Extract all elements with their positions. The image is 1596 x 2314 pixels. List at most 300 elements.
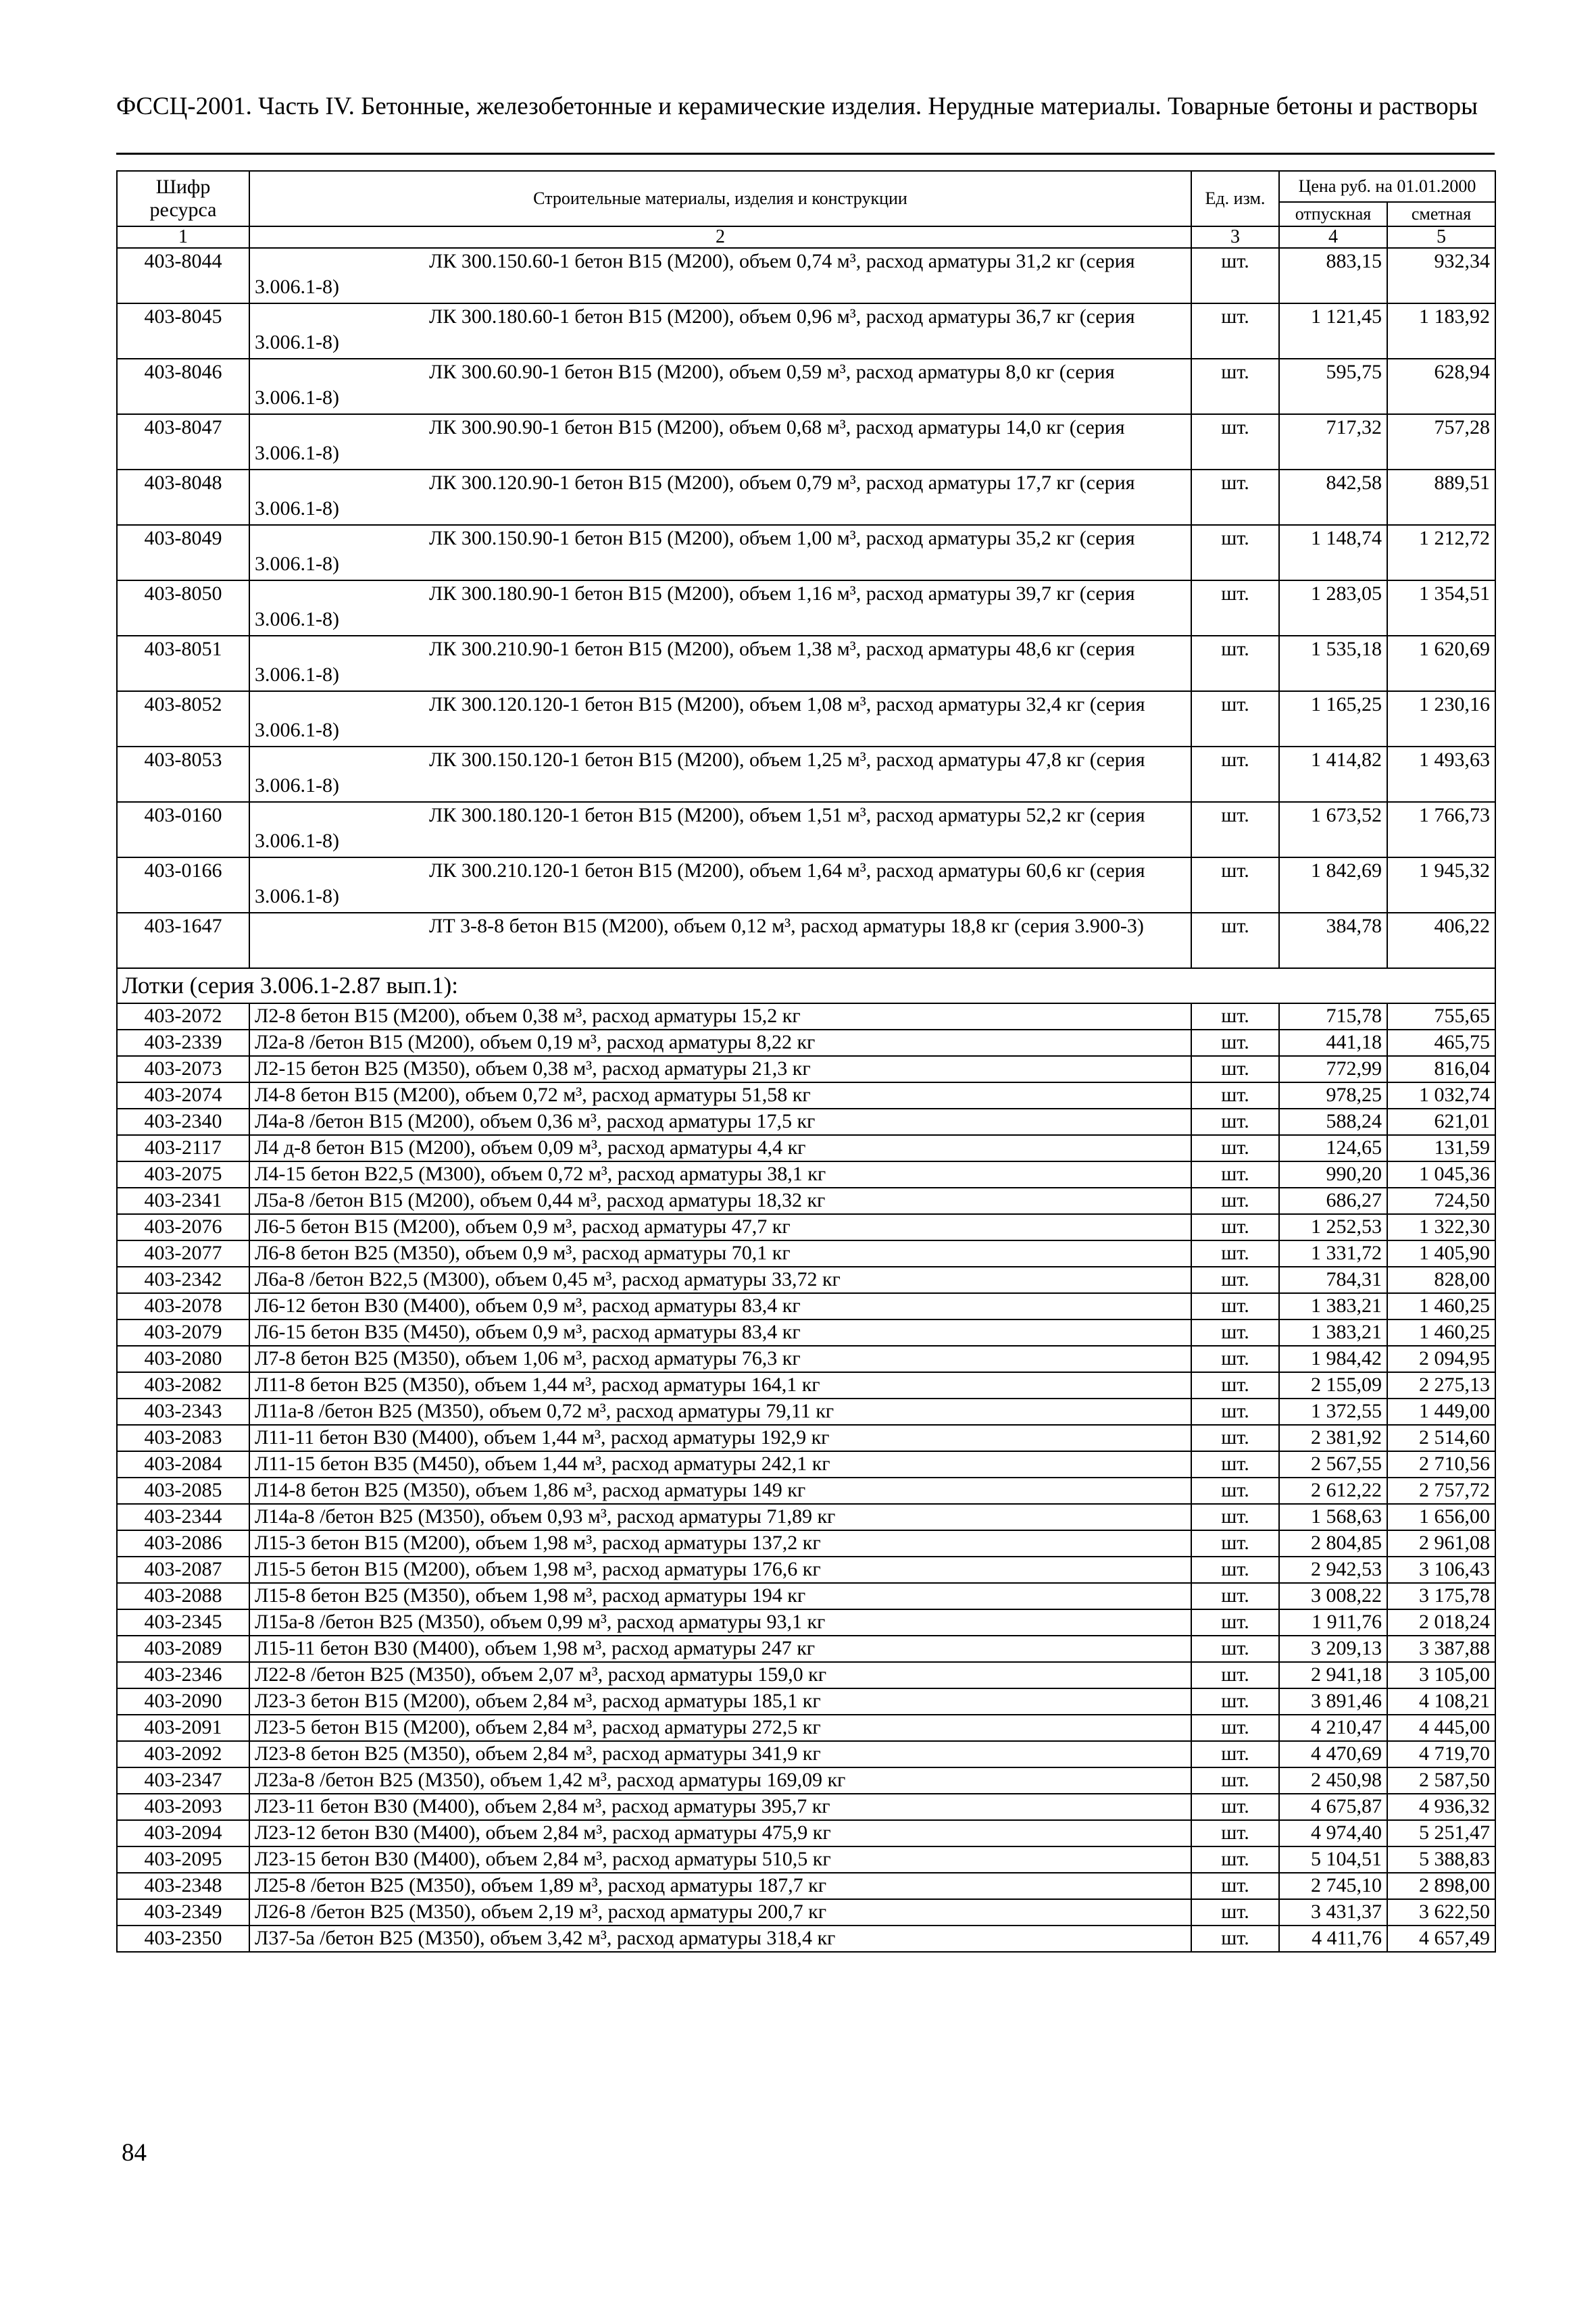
release-price-cell: 1 383,21 bbox=[1279, 1293, 1387, 1319]
column-numbers-row bbox=[117, 226, 1495, 248]
estimate-price-cell: 131,59 bbox=[1387, 1135, 1495, 1161]
table-row bbox=[117, 1557, 1495, 1583]
document-header: ФССЦ-2001. Часть IV. Бетонные, железобетонные и керамические изделия. Нерудные материалы. Товарные бетоны и растворы bbox=[116, 93, 1478, 120]
estimate-price-cell: 4 445,00 bbox=[1387, 1715, 1495, 1741]
table-row bbox=[117, 691, 1495, 747]
column-number: 4 bbox=[1279, 226, 1387, 248]
table-row bbox=[117, 525, 1495, 580]
release-price-cell: 3 891,46 bbox=[1279, 1688, 1387, 1715]
release-price-cell: 715,78 bbox=[1279, 1003, 1387, 1030]
release-price-cell: 2 381,92 bbox=[1279, 1425, 1387, 1451]
header-price: Цена руб. на 01.01.2000 bbox=[1279, 171, 1495, 202]
table-row bbox=[117, 1346, 1495, 1372]
estimate-price-cell: 3 175,78 bbox=[1387, 1583, 1495, 1609]
table-row bbox=[117, 1530, 1495, 1557]
unit-cell: шт. bbox=[1191, 1056, 1279, 1082]
unit-cell: шт. bbox=[1191, 1161, 1279, 1188]
resource-code-cell: 403-2347 bbox=[117, 1767, 249, 1794]
table-row bbox=[117, 1319, 1495, 1346]
release-price-cell: 1 121,45 bbox=[1279, 303, 1387, 359]
estimate-price-cell: 1 354,51 bbox=[1387, 580, 1495, 636]
table-row bbox=[117, 802, 1495, 857]
table-row bbox=[117, 414, 1495, 470]
resource-code-cell: 403-8044 bbox=[117, 248, 249, 303]
release-price-cell: 4 675,87 bbox=[1279, 1794, 1387, 1820]
estimate-price-cell: 1 230,16 bbox=[1387, 691, 1495, 747]
estimate-price-cell: 1 322,30 bbox=[1387, 1214, 1495, 1240]
table-row bbox=[117, 1741, 1495, 1767]
estimate-price-cell: 816,04 bbox=[1387, 1056, 1495, 1082]
table-row bbox=[117, 1451, 1495, 1478]
material-name-cell: Л14а-8 /бетон В25 (М350), объем 0,93 м³, расход арматуры 71,89 кг bbox=[249, 1504, 1191, 1530]
release-price-cell: 842,58 bbox=[1279, 470, 1387, 525]
estimate-price-cell: 4 108,21 bbox=[1387, 1688, 1495, 1715]
resource-code-cell: 403-8047 bbox=[117, 414, 249, 470]
table-body-top bbox=[117, 248, 1495, 968]
header-price-release: отпускная bbox=[1279, 202, 1387, 226]
table-row bbox=[117, 747, 1495, 802]
unit-cell: шт. bbox=[1191, 1557, 1279, 1583]
release-price-cell: 2 942,53 bbox=[1279, 1557, 1387, 1583]
unit-cell: шт. bbox=[1191, 913, 1279, 968]
estimate-price-cell: 3 105,00 bbox=[1387, 1662, 1495, 1688]
release-price-cell: 2 941,18 bbox=[1279, 1662, 1387, 1688]
resource-code-cell: 403-8048 bbox=[117, 470, 249, 525]
table-row bbox=[117, 1030, 1495, 1056]
estimate-price-cell: 757,28 bbox=[1387, 414, 1495, 470]
unit-cell: шт. bbox=[1191, 1425, 1279, 1451]
material-name-cell: Л15-3 бетон В15 (М200), объем 1,98 м³, расход арматуры 137,2 кг bbox=[249, 1530, 1191, 1557]
table-row bbox=[117, 1899, 1495, 1926]
estimate-price-cell: 755,65 bbox=[1387, 1003, 1495, 1030]
table-row bbox=[117, 1794, 1495, 1820]
resource-code-cell: 403-2085 bbox=[117, 1478, 249, 1504]
table-row bbox=[117, 359, 1495, 414]
material-name-cell: Л11-8 бетон В25 (М350), объем 1,44 м³, расход арматуры 164,1 кг bbox=[249, 1372, 1191, 1399]
material-name-cell: ЛК 300.210.120-1 бетон В15 (М200), объем 1,64 м³, расход арматуры 60,6 кг (серия 3.006.1-8) bbox=[249, 857, 1191, 913]
resource-code-cell: 403-2350 bbox=[117, 1926, 249, 1952]
release-price-cell: 1 283,05 bbox=[1279, 580, 1387, 636]
table-row bbox=[117, 1188, 1495, 1214]
estimate-price-cell: 1 656,00 bbox=[1387, 1504, 1495, 1530]
release-price-cell: 1 252,53 bbox=[1279, 1214, 1387, 1240]
unit-cell: шт. bbox=[1191, 1188, 1279, 1214]
release-price-cell: 1 331,72 bbox=[1279, 1240, 1387, 1267]
estimate-price-cell: 1 460,25 bbox=[1387, 1319, 1495, 1346]
table-row bbox=[117, 1767, 1495, 1794]
estimate-price-cell: 4 719,70 bbox=[1387, 1741, 1495, 1767]
table-row bbox=[117, 913, 1495, 968]
estimate-price-cell: 2 710,56 bbox=[1387, 1451, 1495, 1478]
resource-code-cell: 403-8051 bbox=[117, 636, 249, 691]
estimate-price-cell: 1 620,69 bbox=[1387, 636, 1495, 691]
estimate-price-cell: 2 094,95 bbox=[1387, 1346, 1495, 1372]
table-row bbox=[117, 1399, 1495, 1425]
table-row bbox=[117, 1688, 1495, 1715]
estimate-price-cell: 1 449,00 bbox=[1387, 1399, 1495, 1425]
material-name-cell: Л15-8 бетон В25 (М350), объем 1,98 м³, расход арматуры 194 кг bbox=[249, 1583, 1191, 1609]
material-name-cell: Л15а-8 /бетон В25 (М350), объем 0,99 м³, расход арматуры 93,1 кг bbox=[249, 1609, 1191, 1636]
price-table bbox=[116, 170, 1496, 1953]
table-row bbox=[117, 1109, 1495, 1135]
estimate-price-cell: 465,75 bbox=[1387, 1030, 1495, 1056]
table-row bbox=[117, 1056, 1495, 1082]
header-rule bbox=[116, 153, 1495, 155]
table-row bbox=[117, 470, 1495, 525]
release-price-cell: 1 372,55 bbox=[1279, 1399, 1387, 1425]
resource-code-cell: 403-8053 bbox=[117, 747, 249, 802]
release-price-cell: 978,25 bbox=[1279, 1082, 1387, 1109]
resource-code-cell: 403-2348 bbox=[117, 1873, 249, 1899]
section-title: Лотки (серия 3.006.1-2.87 вып.1): bbox=[117, 968, 1495, 1003]
unit-cell: шт. bbox=[1191, 1583, 1279, 1609]
release-price-cell: 4 974,40 bbox=[1279, 1820, 1387, 1846]
unit-cell: шт. bbox=[1191, 747, 1279, 802]
material-name-cell: Л23-3 бетон В15 (М200), объем 2,84 м³, расход арматуры 185,1 кг bbox=[249, 1688, 1191, 1715]
resource-code-cell: 403-8049 bbox=[117, 525, 249, 580]
estimate-price-cell: 5 251,47 bbox=[1387, 1820, 1495, 1846]
table-row bbox=[117, 1082, 1495, 1109]
material-name-cell: ЛК 300.180.90-1 бетон В15 (М200), объем 1,16 м³, расход арматуры 39,7 кг (серия 3.006.1-8) bbox=[249, 580, 1191, 636]
material-name-cell: ЛК 300.210.90-1 бетон В15 (М200), объем 1,38 м³, расход арматуры 48,6 кг (серия 3.006.1-8) bbox=[249, 636, 1191, 691]
table-row bbox=[117, 580, 1495, 636]
unit-cell: шт. bbox=[1191, 1267, 1279, 1293]
material-name-cell: Л37-5а /бетон В25 (М350), объем 3,42 м³, расход арматуры 318,4 кг bbox=[249, 1926, 1191, 1952]
resource-code-cell: 403-2094 bbox=[117, 1820, 249, 1846]
material-name-cell: ЛК 300.120.120-1 бетон В15 (М200), объем 1,08 м³, расход арматуры 32,4 кг (серия 3.006.1-8) bbox=[249, 691, 1191, 747]
resource-code-cell: 403-2344 bbox=[117, 1504, 249, 1530]
material-name-cell: Л6-8 бетон В25 (М350), объем 0,9 м³, расход арматуры 70,1 кг bbox=[249, 1240, 1191, 1267]
release-price-cell: 441,18 bbox=[1279, 1030, 1387, 1056]
material-name-cell: Л4а-8 /бетон В15 (М200), объем 0,36 м³, расход арматуры 17,5 кг bbox=[249, 1109, 1191, 1135]
table-body-bottom bbox=[117, 1003, 1495, 1952]
table-row bbox=[117, 1662, 1495, 1688]
release-price-cell: 1 165,25 bbox=[1279, 691, 1387, 747]
release-price-cell: 595,75 bbox=[1279, 359, 1387, 414]
unit-cell: шт. bbox=[1191, 691, 1279, 747]
material-name-cell: ЛК 300.180.60-1 бетон В15 (М200), объем 0,96 м³, расход арматуры 36,7 кг (серия 3.006.1-8) bbox=[249, 303, 1191, 359]
unit-cell: шт. bbox=[1191, 1820, 1279, 1846]
resource-code-cell: 403-2342 bbox=[117, 1267, 249, 1293]
resource-code-cell: 403-2077 bbox=[117, 1240, 249, 1267]
material-name-cell: ЛК 300.150.60-1 бетон В15 (М200), объем 0,74 м³, расход арматуры 31,2 кг (серия 3.006.1-8) bbox=[249, 248, 1191, 303]
material-name-cell: ЛК 300.150.90-1 бетон В15 (М200), объем 1,00 м³, расход арматуры 35,2 кг (серия 3.006.1-8) bbox=[249, 525, 1191, 580]
material-name-cell: Л11-15 бетон В35 (М450), объем 1,44 м³, расход арматуры 242,1 кг bbox=[249, 1451, 1191, 1478]
resource-code-cell: 403-2093 bbox=[117, 1794, 249, 1820]
release-price-cell: 1 984,42 bbox=[1279, 1346, 1387, 1372]
resource-code-cell: 403-2082 bbox=[117, 1372, 249, 1399]
release-price-cell: 717,32 bbox=[1279, 414, 1387, 470]
estimate-price-cell: 3 387,88 bbox=[1387, 1636, 1495, 1662]
table-header bbox=[117, 171, 1495, 248]
material-name-cell: Л14-8 бетон В25 (М350), объем 1,86 м³, расход арматуры 149 кг bbox=[249, 1478, 1191, 1504]
unit-cell: шт. bbox=[1191, 1478, 1279, 1504]
header-code: Шифр ресурса bbox=[117, 171, 249, 226]
section-body bbox=[117, 968, 1495, 1003]
table-row bbox=[117, 1267, 1495, 1293]
estimate-price-cell: 621,01 bbox=[1387, 1109, 1495, 1135]
unit-cell: шт. bbox=[1191, 1240, 1279, 1267]
unit-cell: шт. bbox=[1191, 1530, 1279, 1557]
resource-code-cell: 403-2345 bbox=[117, 1609, 249, 1636]
unit-cell: шт. bbox=[1191, 1399, 1279, 1425]
header-name: Строительные материалы, изделия и конструкции bbox=[249, 171, 1191, 226]
resource-code-cell: 403-8045 bbox=[117, 303, 249, 359]
material-name-cell: Л23а-8 /бетон В25 (М350), объем 1,42 м³, расход арматуры 169,09 кг bbox=[249, 1767, 1191, 1794]
material-name-cell: Л23-15 бетон В30 (М400), объем 2,84 м³, расход арматуры 510,5 кг bbox=[249, 1846, 1191, 1873]
table-row bbox=[117, 1504, 1495, 1530]
release-price-cell: 588,24 bbox=[1279, 1109, 1387, 1135]
material-name-cell: Л11а-8 /бетон В25 (М350), объем 0,72 м³, расход арматуры 79,11 кг bbox=[249, 1399, 1191, 1425]
material-name-cell: ЛК 300.60.90-1 бетон В15 (М200), объем 0,59 м³, расход арматуры 8,0 кг (серия 3.006.1-8) bbox=[249, 359, 1191, 414]
unit-cell: шт. bbox=[1191, 1609, 1279, 1636]
material-name-cell: ЛК 300.150.120-1 бетон В15 (М200), объем 1,25 м³, расход арматуры 47,8 кг (серия 3.006.1-8) bbox=[249, 747, 1191, 802]
table-row bbox=[117, 1293, 1495, 1319]
page-number: 84 bbox=[122, 2139, 147, 2167]
header-unit: Ед. изм. bbox=[1191, 171, 1279, 226]
table-row bbox=[117, 1715, 1495, 1741]
table-row bbox=[117, 1609, 1495, 1636]
release-price-cell: 772,99 bbox=[1279, 1056, 1387, 1082]
column-number: 1 bbox=[117, 226, 249, 248]
resource-code-cell: 403-2095 bbox=[117, 1846, 249, 1873]
material-name-cell: Л11-11 бетон В30 (М400), объем 1,44 м³, расход арматуры 192,9 кг bbox=[249, 1425, 1191, 1451]
unit-cell: шт. bbox=[1191, 525, 1279, 580]
material-name-cell: ЛК 300.90.90-1 бетон В15 (М200), объем 0,68 м³, расход арматуры 14,0 кг (серия 3.006.1-8) bbox=[249, 414, 1191, 470]
release-price-cell: 1 148,74 bbox=[1279, 525, 1387, 580]
table-row bbox=[117, 1240, 1495, 1267]
material-name-cell: Л4 д-8 бетон В15 (М200), объем 0,09 м³, расход арматуры 4,4 кг bbox=[249, 1135, 1191, 1161]
material-name-cell: Л4-8 бетон В15 (М200), объем 0,72 м³, расход арматуры 51,58 кг bbox=[249, 1082, 1191, 1109]
material-name-cell: Л2а-8 /бетон В15 (М200), объем 0,19 м³, расход арматуры 8,22 кг bbox=[249, 1030, 1191, 1056]
estimate-price-cell: 1 212,72 bbox=[1387, 525, 1495, 580]
estimate-price-cell: 828,00 bbox=[1387, 1267, 1495, 1293]
release-price-cell: 2 450,98 bbox=[1279, 1767, 1387, 1794]
material-name-cell: Л6-12 бетон В30 (М400), объем 0,9 м³, расход арматуры 83,4 кг bbox=[249, 1293, 1191, 1319]
unit-cell: шт. bbox=[1191, 303, 1279, 359]
estimate-price-cell: 4 657,49 bbox=[1387, 1926, 1495, 1952]
material-name-cell: Л25-8 /бетон В25 (М350), объем 1,89 м³, расход арматуры 187,7 кг bbox=[249, 1873, 1191, 1899]
release-price-cell: 1 414,82 bbox=[1279, 747, 1387, 802]
estimate-price-cell: 2 275,13 bbox=[1387, 1372, 1495, 1399]
release-price-cell: 784,31 bbox=[1279, 1267, 1387, 1293]
estimate-price-cell: 5 388,83 bbox=[1387, 1846, 1495, 1873]
unit-cell: шт. bbox=[1191, 1293, 1279, 1319]
resource-code-cell: 403-2346 bbox=[117, 1662, 249, 1688]
release-price-cell: 686,27 bbox=[1279, 1188, 1387, 1214]
unit-cell: шт. bbox=[1191, 1319, 1279, 1346]
resource-code-cell: 403-0166 bbox=[117, 857, 249, 913]
material-name-cell: Л6-5 бетон В15 (М200), объем 0,9 м³, расход арматуры 47,7 кг bbox=[249, 1214, 1191, 1240]
unit-cell: шт. bbox=[1191, 1214, 1279, 1240]
unit-cell: шт. bbox=[1191, 1873, 1279, 1899]
release-price-cell: 2 567,55 bbox=[1279, 1451, 1387, 1478]
unit-cell: шт. bbox=[1191, 1451, 1279, 1478]
material-name-cell: Л2-8 бетон В15 (М200), объем 0,38 м³, расход арматуры 15,2 кг bbox=[249, 1003, 1191, 1030]
column-number: 3 bbox=[1191, 226, 1279, 248]
material-name-cell: Л23-5 бетон В15 (М200), объем 2,84 м³, расход арматуры 272,5 кг bbox=[249, 1715, 1191, 1741]
resource-code-cell: 403-2080 bbox=[117, 1346, 249, 1372]
material-name-cell: Л26-8 /бетон В25 (М350), объем 2,19 м³, расход арматуры 200,7 кг bbox=[249, 1899, 1191, 1926]
table-row bbox=[117, 1846, 1495, 1873]
table-row bbox=[117, 1214, 1495, 1240]
release-price-cell: 3 209,13 bbox=[1279, 1636, 1387, 1662]
resource-code-cell: 403-2349 bbox=[117, 1899, 249, 1926]
resource-code-cell: 403-8052 bbox=[117, 691, 249, 747]
unit-cell: шт. bbox=[1191, 1846, 1279, 1873]
release-price-cell: 1 673,52 bbox=[1279, 802, 1387, 857]
resource-code-cell: 403-2117 bbox=[117, 1135, 249, 1161]
release-price-cell: 124,65 bbox=[1279, 1135, 1387, 1161]
release-price-cell: 4 210,47 bbox=[1279, 1715, 1387, 1741]
estimate-price-cell: 1 032,74 bbox=[1387, 1082, 1495, 1109]
column-number: 5 bbox=[1387, 226, 1495, 248]
table-row bbox=[117, 303, 1495, 359]
material-name-cell: Л6-15 бетон В35 (М450), объем 0,9 м³, расход арматуры 83,4 кг bbox=[249, 1319, 1191, 1346]
release-price-cell: 384,78 bbox=[1279, 913, 1387, 968]
resource-code-cell: 403-2341 bbox=[117, 1188, 249, 1214]
resource-code-cell: 403-2091 bbox=[117, 1715, 249, 1741]
column-number: 2 bbox=[249, 226, 1191, 248]
resource-code-cell: 403-8050 bbox=[117, 580, 249, 636]
table-row bbox=[117, 1425, 1495, 1451]
unit-cell: шт. bbox=[1191, 414, 1279, 470]
unit-cell: шт. bbox=[1191, 1899, 1279, 1926]
material-name-cell: Л5а-8 /бетон В15 (М200), объем 0,44 м³, расход арматуры 18,32 кг bbox=[249, 1188, 1191, 1214]
release-price-cell: 1 911,76 bbox=[1279, 1609, 1387, 1636]
estimate-price-cell: 1 405,90 bbox=[1387, 1240, 1495, 1267]
material-name-cell: Л15-11 бетон В30 (М400), объем 1,98 м³, расход арматуры 247 кг bbox=[249, 1636, 1191, 1662]
release-price-cell: 2 612,22 bbox=[1279, 1478, 1387, 1504]
unit-cell: шт. bbox=[1191, 1662, 1279, 1688]
estimate-price-cell: 1 460,25 bbox=[1387, 1293, 1495, 1319]
unit-cell: шт. bbox=[1191, 802, 1279, 857]
header-price-estimate: сметная bbox=[1387, 202, 1495, 226]
section-row bbox=[117, 968, 1495, 1003]
estimate-price-cell: 4 936,32 bbox=[1387, 1794, 1495, 1820]
release-price-cell: 1 535,18 bbox=[1279, 636, 1387, 691]
material-name-cell: Л15-5 бетон В15 (М200), объем 1,98 м³, расход арматуры 176,6 кг bbox=[249, 1557, 1191, 1583]
resource-code-cell: 403-2083 bbox=[117, 1425, 249, 1451]
material-name-cell: Л7-8 бетон В25 (М350), объем 1,06 м³, расход арматуры 76,3 кг bbox=[249, 1346, 1191, 1372]
material-name-cell: Л23-8 бетон В25 (М350), объем 2,84 м³, расход арматуры 341,9 кг bbox=[249, 1741, 1191, 1767]
unit-cell: шт. bbox=[1191, 1372, 1279, 1399]
estimate-price-cell: 932,34 bbox=[1387, 248, 1495, 303]
release-price-cell: 1 842,69 bbox=[1279, 857, 1387, 913]
release-price-cell: 4 470,69 bbox=[1279, 1741, 1387, 1767]
estimate-price-cell: 406,22 bbox=[1387, 913, 1495, 968]
table-row bbox=[117, 1636, 1495, 1662]
estimate-price-cell: 1 045,36 bbox=[1387, 1161, 1495, 1188]
release-price-cell: 5 104,51 bbox=[1279, 1846, 1387, 1873]
table-row bbox=[117, 1820, 1495, 1846]
unit-cell: шт. bbox=[1191, 1109, 1279, 1135]
unit-cell: шт. bbox=[1191, 1504, 1279, 1530]
unit-cell: шт. bbox=[1191, 248, 1279, 303]
estimate-price-cell: 2 018,24 bbox=[1387, 1609, 1495, 1636]
table-row bbox=[117, 1926, 1495, 1952]
resource-code-cell: 403-2076 bbox=[117, 1214, 249, 1240]
estimate-price-cell: 2 898,00 bbox=[1387, 1873, 1495, 1899]
release-price-cell: 3 008,22 bbox=[1279, 1583, 1387, 1609]
unit-cell: шт. bbox=[1191, 1030, 1279, 1056]
resource-code-cell: 403-2074 bbox=[117, 1082, 249, 1109]
release-price-cell: 4 411,76 bbox=[1279, 1926, 1387, 1952]
release-price-cell: 2 804,85 bbox=[1279, 1530, 1387, 1557]
resource-code-cell: 403-2084 bbox=[117, 1451, 249, 1478]
estimate-price-cell: 628,94 bbox=[1387, 359, 1495, 414]
unit-cell: шт. bbox=[1191, 1003, 1279, 1030]
resource-code-cell: 403-1647 bbox=[117, 913, 249, 968]
estimate-price-cell: 3 106,43 bbox=[1387, 1557, 1495, 1583]
table-row bbox=[117, 1161, 1495, 1188]
estimate-price-cell: 2 587,50 bbox=[1387, 1767, 1495, 1794]
unit-cell: шт. bbox=[1191, 1741, 1279, 1767]
release-price-cell: 2 155,09 bbox=[1279, 1372, 1387, 1399]
release-price-cell: 3 431,37 bbox=[1279, 1899, 1387, 1926]
table-row bbox=[117, 857, 1495, 913]
resource-code-cell: 403-2075 bbox=[117, 1161, 249, 1188]
resource-code-cell: 403-0160 bbox=[117, 802, 249, 857]
unit-cell: шт. bbox=[1191, 580, 1279, 636]
resource-code-cell: 403-2072 bbox=[117, 1003, 249, 1030]
unit-cell: шт. bbox=[1191, 636, 1279, 691]
resource-code-cell: 403-2090 bbox=[117, 1688, 249, 1715]
unit-cell: шт. bbox=[1191, 857, 1279, 913]
release-price-cell: 883,15 bbox=[1279, 248, 1387, 303]
unit-cell: шт. bbox=[1191, 1688, 1279, 1715]
estimate-price-cell: 1 945,32 bbox=[1387, 857, 1495, 913]
material-name-cell: ЛК 300.120.90-1 бетон В15 (М200), объем 0,79 м³, расход арматуры 17,7 кг (серия 3.006.1-8) bbox=[249, 470, 1191, 525]
unit-cell: шт. bbox=[1191, 1135, 1279, 1161]
unit-cell: шт. bbox=[1191, 359, 1279, 414]
table-row bbox=[117, 1372, 1495, 1399]
table-row bbox=[117, 1135, 1495, 1161]
resource-code-cell: 403-8046 bbox=[117, 359, 249, 414]
resource-code-cell: 403-2340 bbox=[117, 1109, 249, 1135]
unit-cell: шт. bbox=[1191, 1082, 1279, 1109]
material-name-cell: Л23-12 бетон В30 (М400), объем 2,84 м³, расход арматуры 475,9 кг bbox=[249, 1820, 1191, 1846]
unit-cell: шт. bbox=[1191, 1715, 1279, 1741]
table-row bbox=[117, 1003, 1495, 1030]
resource-code-cell: 403-2092 bbox=[117, 1741, 249, 1767]
material-name-cell: Л2-15 бетон В25 (М350), объем 0,38 м³, расход арматуры 21,3 кг bbox=[249, 1056, 1191, 1082]
resource-code-cell: 403-2088 bbox=[117, 1583, 249, 1609]
estimate-price-cell: 2 757,72 bbox=[1387, 1478, 1495, 1504]
table-row bbox=[117, 636, 1495, 691]
unit-cell: шт. bbox=[1191, 1794, 1279, 1820]
estimate-price-cell: 724,50 bbox=[1387, 1188, 1495, 1214]
material-name-cell: Л23-11 бетон В30 (М400), объем 2,84 м³, расход арматуры 395,7 кг bbox=[249, 1794, 1191, 1820]
estimate-price-cell: 2 961,08 bbox=[1387, 1530, 1495, 1557]
unit-cell: шт. bbox=[1191, 470, 1279, 525]
release-price-cell: 1 568,63 bbox=[1279, 1504, 1387, 1530]
release-price-cell: 2 745,10 bbox=[1279, 1873, 1387, 1899]
table-row bbox=[117, 1583, 1495, 1609]
material-name-cell: ЛТ 3-8-8 бетон В15 (М200), объем 0,12 м³, расход арматуры 18,8 кг (серия 3.900-3) bbox=[249, 913, 1191, 968]
release-price-cell: 1 383,21 bbox=[1279, 1319, 1387, 1346]
material-name-cell: Л4-15 бетон В22,5 (М300), объем 0,72 м³, расход арматуры 38,1 кг bbox=[249, 1161, 1191, 1188]
table-row bbox=[117, 1873, 1495, 1899]
estimate-price-cell: 889,51 bbox=[1387, 470, 1495, 525]
material-name-cell: Л22-8 /бетон В25 (М350), объем 2,07 м³, расход арматуры 159,0 кг bbox=[249, 1662, 1191, 1688]
release-price-cell: 990,20 bbox=[1279, 1161, 1387, 1188]
table-row bbox=[117, 248, 1495, 303]
unit-cell: шт. bbox=[1191, 1767, 1279, 1794]
estimate-price-cell: 2 514,60 bbox=[1387, 1425, 1495, 1451]
estimate-price-cell: 1 183,92 bbox=[1387, 303, 1495, 359]
estimate-price-cell: 3 622,50 bbox=[1387, 1899, 1495, 1926]
